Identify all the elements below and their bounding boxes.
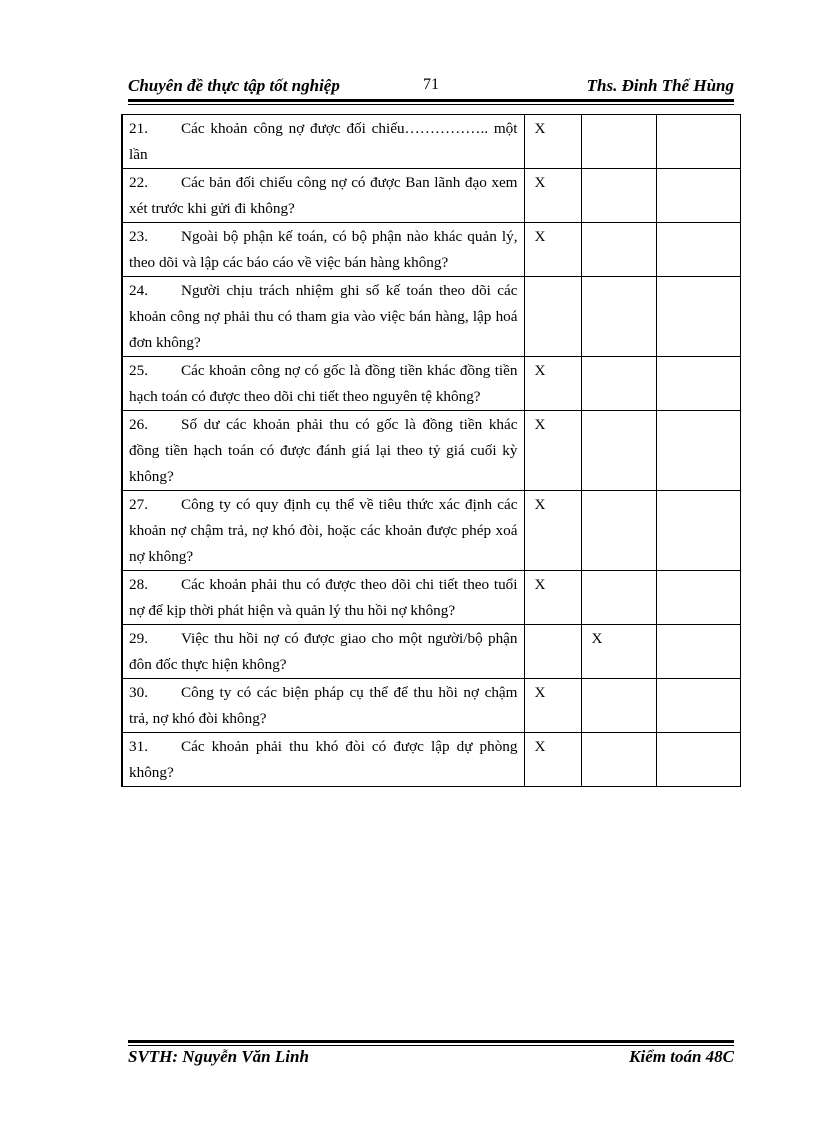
question-number: 23. bbox=[129, 228, 148, 245]
question-text: Số dư các khoản phải thu có gốc là đồng tiền khác đồng tiền hạch toán có được đánh giá lại theo tỷ giá cuối kỳ không? bbox=[129, 416, 518, 485]
page-footer bbox=[128, 1047, 734, 1069]
answer-cell-2 bbox=[581, 491, 656, 571]
question-number: 31. bbox=[129, 738, 148, 755]
student-name: SVTH: Nguyễn Văn Linh bbox=[128, 1047, 309, 1066]
answer-cell-3 bbox=[656, 115, 740, 169]
answer-cell-1: X bbox=[524, 357, 581, 411]
answer-cell-1: X bbox=[524, 491, 581, 571]
question-cell bbox=[122, 357, 524, 411]
answer-cell-2 bbox=[581, 169, 656, 223]
table-row bbox=[122, 491, 740, 571]
page-number: 71 bbox=[423, 76, 439, 93]
answer-cell-3 bbox=[656, 625, 740, 679]
question-text: Các khoản phải thu khó đòi có được lập dự phòng không? bbox=[129, 738, 518, 781]
question-text: Công ty có quy định cụ thể về tiêu thức xác định các khoản nợ chậm trả, nợ khó đòi, hoặc các khoản được phép xoá nợ không? bbox=[129, 496, 518, 565]
question-cell bbox=[122, 733, 524, 787]
table-row bbox=[122, 733, 740, 787]
answer-cell-1: X bbox=[524, 411, 581, 491]
question-number: 21. bbox=[129, 120, 148, 137]
question-number: 29. bbox=[129, 630, 148, 647]
table-row bbox=[122, 115, 740, 169]
question-number: 30. bbox=[129, 684, 148, 701]
question-number: 25. bbox=[129, 362, 148, 379]
question-text: Ngoài bộ phận kế toán, có bộ phận nào khác quản lý, theo dõi và lập các báo cáo về việc bán hàng không? bbox=[129, 228, 518, 271]
question-cell bbox=[122, 169, 524, 223]
answer-cell-1: X bbox=[524, 115, 581, 169]
page-header bbox=[128, 76, 734, 98]
answer-cell-2: X bbox=[581, 625, 656, 679]
question-cell bbox=[122, 223, 524, 277]
table-row bbox=[122, 571, 740, 625]
table-row bbox=[122, 277, 740, 357]
question-cell bbox=[122, 115, 524, 169]
table-row bbox=[122, 169, 740, 223]
question-number: 22. bbox=[129, 174, 148, 191]
answer-cell-3 bbox=[656, 491, 740, 571]
answer-cell-2 bbox=[581, 115, 656, 169]
header-rule-thick bbox=[128, 99, 734, 102]
question-text: Việc thu hồi nợ có được giao cho một người/bộ phận đôn đốc thực hiện không? bbox=[129, 630, 518, 673]
document-title: Chuyên đề thực tập tốt nghiệp bbox=[128, 76, 340, 95]
answer-cell-3 bbox=[656, 411, 740, 491]
question-text: Người chịu trách nhiệm ghi sổ kế toán theo dõi các khoản công nợ phải thu có tham gia vào việc bán hàng, lập hoá đơn không? bbox=[129, 282, 518, 351]
question-number: 24. bbox=[129, 282, 148, 299]
question-text: Các khoản công nợ được đối chiếu…………….. một lần bbox=[129, 120, 518, 163]
answer-cell-3 bbox=[656, 277, 740, 357]
question-number: 28. bbox=[129, 576, 148, 593]
answer-cell-3 bbox=[656, 169, 740, 223]
question-cell bbox=[122, 679, 524, 733]
footer-rule-thin bbox=[128, 1045, 734, 1046]
question-cell bbox=[122, 277, 524, 357]
table-row bbox=[122, 679, 740, 733]
class-name: Kiểm toán 48C bbox=[629, 1047, 734, 1066]
answer-cell-1: X bbox=[524, 679, 581, 733]
question-text: Các khoản phải thu có được theo dõi chi tiết theo tuổi nợ để kịp thời phát hiện và quản lý thu hồi nợ không? bbox=[129, 576, 518, 619]
answer-cell-2 bbox=[581, 357, 656, 411]
answer-cell-1: X bbox=[524, 733, 581, 787]
header-rule-thin bbox=[128, 104, 734, 105]
question-text: Các bản đối chiếu công nợ có được Ban lãnh đạo xem xét trước khi gửi đi không? bbox=[129, 174, 518, 217]
answer-cell-2 bbox=[581, 277, 656, 357]
question-cell bbox=[122, 625, 524, 679]
answer-cell-3 bbox=[656, 733, 740, 787]
table-row bbox=[122, 357, 740, 411]
answer-cell-1 bbox=[524, 277, 581, 357]
question-cell bbox=[122, 571, 524, 625]
answer-cell-3 bbox=[656, 679, 740, 733]
question-number: 26. bbox=[129, 416, 148, 433]
answer-cell-1: X bbox=[524, 571, 581, 625]
answer-cell-1: X bbox=[524, 223, 581, 277]
answer-cell-3 bbox=[656, 223, 740, 277]
answer-cell-2 bbox=[581, 411, 656, 491]
supervisor-name: Ths. Đinh Thế Hùng bbox=[586, 76, 734, 95]
question-text: Công ty có các biện pháp cụ thể để thu hồi nợ chậm trả, nợ khó đòi không? bbox=[129, 684, 518, 727]
answer-cell-2 bbox=[581, 571, 656, 625]
answer-cell-2 bbox=[581, 679, 656, 733]
question-text: Các khoản công nợ có gốc là đồng tiền khác đồng tiền hạch toán có được theo dõi chi tiết theo nguyên tệ không? bbox=[129, 362, 518, 405]
table-row bbox=[122, 223, 740, 277]
answer-cell-3 bbox=[656, 571, 740, 625]
question-cell bbox=[122, 491, 524, 571]
footer-rule-thick bbox=[128, 1040, 734, 1043]
answer-cell-1 bbox=[524, 625, 581, 679]
answer-cell-3 bbox=[656, 357, 740, 411]
table-row bbox=[122, 411, 740, 491]
question-number: 27. bbox=[129, 496, 148, 513]
table-row bbox=[122, 625, 740, 679]
checklist-table bbox=[121, 114, 741, 787]
answer-cell-1: X bbox=[524, 169, 581, 223]
question-cell bbox=[122, 411, 524, 491]
answer-cell-2 bbox=[581, 223, 656, 277]
answer-cell-2 bbox=[581, 733, 656, 787]
